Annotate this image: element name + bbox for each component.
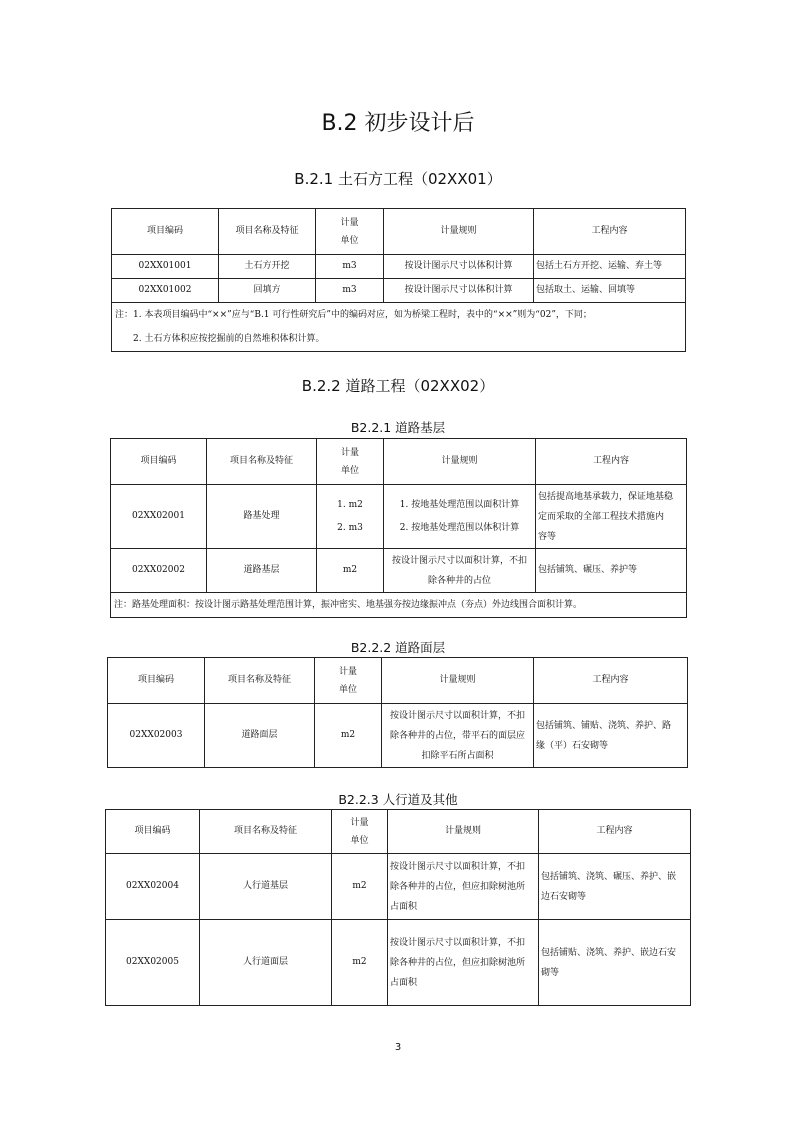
header-content: 工程内容 [536, 439, 687, 485]
header-unit: 计量 单位 [332, 810, 388, 854]
header-unit: 计量 单位 [315, 658, 382, 704]
header-content: 工程内容 [534, 658, 688, 704]
cell-unit: m2 [332, 920, 388, 1006]
cell-unit: m3 [316, 255, 384, 279]
cell-name: 回填方 [219, 279, 316, 303]
sidewalk-table [105, 809, 691, 1006]
header-name: 项目名称及特征 [205, 658, 315, 704]
cell-content: 包括铺贴、浇筑、养护、嵌边石安 砌等 [539, 920, 691, 1006]
road-surface-table [107, 657, 688, 768]
section-heading-earthwork: B.2.1 土石方工程（02XX01） [294, 170, 502, 188]
table-note-row [112, 303, 686, 352]
table-row [106, 920, 691, 1006]
cell-code: 02XX02003 [108, 704, 205, 768]
cell-unit: m2 [317, 549, 384, 593]
subsection-heading-road-base: B2.2.1 道路基层 [350, 420, 446, 435]
cell-code: 02XX01001 [112, 255, 219, 279]
cell-code: 02XX02002 [111, 549, 207, 593]
header-content: 工程内容 [534, 209, 686, 255]
header-rule: 计量规则 [382, 658, 534, 704]
earthwork-table [111, 208, 686, 352]
road-base-table [110, 438, 687, 618]
cell-name: 道路基层 [207, 549, 317, 593]
cell-content: 包括铺筑、浇筑、碾压、养护、嵌 边石安砌等 [539, 854, 691, 920]
cell-unit: 1. m2 2. m3 [317, 485, 384, 549]
cell-unit: m2 [315, 704, 382, 768]
cell-name: 土石方开挖 [219, 255, 316, 279]
table-row [112, 279, 686, 303]
cell-content: 包括铺筑、碾压、养护等 [536, 549, 687, 593]
table-header-row [111, 439, 687, 485]
cell-rule: 按设计图示尺寸以面积计算，不扣 除各种井的占位，但应扣除树池所 占面积 [388, 920, 539, 1006]
cell-name: 路基处理 [207, 485, 317, 549]
table-header-row [106, 810, 691, 854]
subsection-heading-road-surface: B2.2.2 道路面层 [350, 640, 446, 655]
header-name: 项目名称及特征 [219, 209, 316, 255]
header-rule: 计量规则 [384, 439, 536, 485]
cell-name: 道路面层 [205, 704, 315, 768]
header-rule: 计量规则 [384, 209, 534, 255]
table-note-row [111, 593, 687, 618]
table-header-row [108, 658, 688, 704]
header-content: 工程内容 [539, 810, 691, 854]
header-name: 项目名称及特征 [200, 810, 332, 854]
page-title: B.2 初步设计后 [321, 111, 475, 136]
cell-name: 人行道面层 [200, 920, 332, 1006]
header-code: 项目编码 [108, 658, 205, 704]
cell-content: 包括提高地基承载力，保证地基稳 定而采取的全部工程技术措施内 容等 [536, 485, 687, 549]
page-number: 3 [394, 1042, 402, 1053]
table-note: 注：1. 本表项目编码中“××”应与“B.1 可行性研究后”中的编码对应，如为桥梁工程时，表中的“××”则为“02”，下同； 2. 土石方体积应按挖掘前的自然堆积体积计算。 [112, 303, 686, 352]
cell-unit: m2 [332, 854, 388, 920]
cell-rule: 按设计图示尺寸以面积计算，不扣 除各种井的占位，但应扣除树池所 占面积 [388, 854, 539, 920]
cell-rule: 按设计图示尺寸以面积计算，不扣 除各种井的占位 [384, 549, 536, 593]
cell-unit: m3 [316, 279, 384, 303]
cell-rule: 1. 按地基处理范围以面积计算 2. 按地基处理范围以体积计算 [384, 485, 536, 549]
table-note: 注：路基处理面积：按设计图示路基处理范围计算，振冲密实、地基强夯按边缘振冲点（夯点）外边线围合面积计算。 [111, 593, 687, 618]
cell-rule: 按设计图示尺寸以体积计算 [384, 255, 534, 279]
table-row [111, 485, 687, 549]
cell-code: 02XX02004 [106, 854, 200, 920]
cell-content: 包括取土、运输、回填等 [534, 279, 686, 303]
cell-rule: 按设计图示尺寸以体积计算 [384, 279, 534, 303]
cell-name: 人行道基层 [200, 854, 332, 920]
header-code: 项目编码 [106, 810, 200, 854]
table-header-row [112, 209, 686, 255]
header-code: 项目编码 [111, 439, 207, 485]
subsection-heading-sidewalk: B2.2.3 人行道及其他 [338, 792, 458, 807]
cell-content: 包括土石方开挖、运输、弃土等 [534, 255, 686, 279]
section-heading-road: B.2.2 道路工程（02XX02） [301, 377, 495, 395]
header-name: 项目名称及特征 [207, 439, 317, 485]
header-unit: 计量 单位 [316, 209, 384, 255]
cell-code: 02XX02005 [106, 920, 200, 1006]
table-row [111, 549, 687, 593]
header-rule: 计量规则 [388, 810, 539, 854]
cell-code: 02XX02001 [111, 485, 207, 549]
header-code: 项目编码 [112, 209, 219, 255]
table-row [106, 854, 691, 920]
table-row [112, 255, 686, 279]
cell-code: 02XX01002 [112, 279, 219, 303]
header-unit: 计量 单位 [317, 439, 384, 485]
cell-rule: 按设计图示尺寸以面积计算，不扣 除各种井的占位，带平石的面层应 扣除平石所占面积 [382, 704, 534, 768]
table-row [108, 704, 688, 768]
cell-content: 包括铺筑、铺贴、浇筑、养护、路 缘（平）石安砌等 [534, 704, 688, 768]
